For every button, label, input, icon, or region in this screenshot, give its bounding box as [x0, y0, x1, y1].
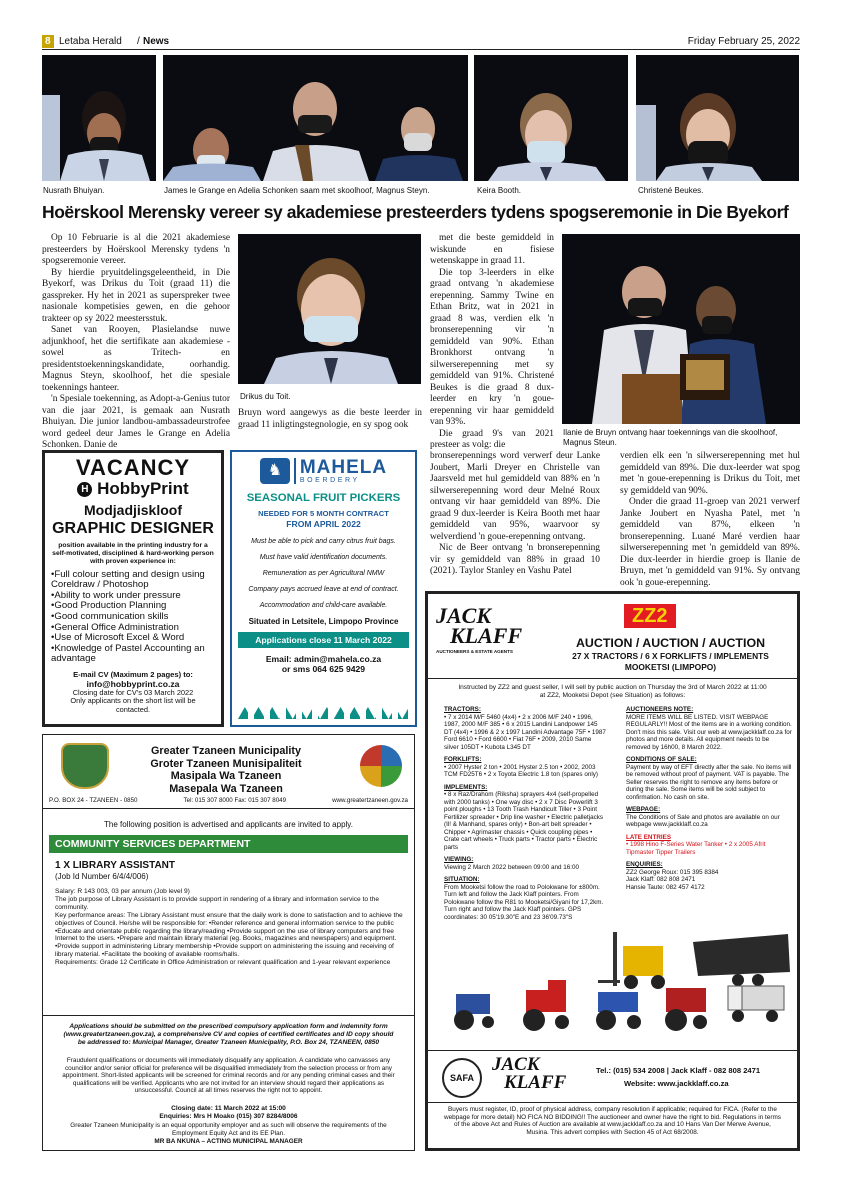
portrait-illustration — [238, 234, 421, 384]
right-info-column: AUCTIONEERS NOTE: MORE ITEMS WILL BE LISTED. VISIT WEBPAGE REGULARLY!! Most of the items are in a working condition. Don't miss this sale. Visit our web at www.jackklaff.co.za for photos and more details. All equipment needs to be removed by 16h00, 8 March 2022. CONDITIONS OF SALE: Payment by way of EFT directly after the sale. No items will be removed without proof of payment. VAT is payable. The Seller reserves the right to remove any items before or during the sale. Some items will be sold subject to confirmation. No cash on site. WEBPAGE: The Conditions of Sale and photos are available on our webpage www.jackklaff.co.za LATE ENTRIES • 1998 Hino F-Series Water Tanker • 2 x 2005 Afrit Tipmaster Tipper Trailers ENQUIRIES: ZZ2 George Roux: 015 395 8384 Jack Klaff: 082 808 2471 Hansie Taute: 082 457 4172 — [626, 706, 792, 891]
from-line: FROM APRIL 2022 — [286, 519, 361, 529]
jackklaff-logo-bottom: JACK KLAFF — [492, 1054, 567, 1093]
location-line: Situated in Letsitele, Limpopo Province — [248, 617, 399, 626]
article-col-4 — [620, 451, 800, 589]
municipal-crest-icon — [61, 743, 109, 789]
list-item: • Good Production Planning — [51, 601, 216, 612]
portrait-illustration — [42, 55, 156, 181]
truck-icon — [728, 986, 784, 1022]
photo-nusrath — [42, 55, 156, 181]
closing-date: Closing date: 11 March 2022 at 15:00 — [171, 1105, 286, 1112]
intro: position available in the printing industry for a self-motivated, disciplined & hard-working person with proven experience in: — [52, 542, 214, 566]
application-instructions: Applications should be submitted on the prescribed compulsory application form and indemnity form (www.greatertzaneen.gov.za), a comprehensive CV and copies of certified certificates and ID copy should be addressed to: Municipal Manager, Greater Tzaneen Municipality, P.O. Box 24, TZANEEN, 0850 — [63, 1023, 394, 1046]
tractor-icon — [523, 980, 569, 1031]
zz2-logo: ZZ2 — [624, 604, 676, 628]
photo-keira — [474, 55, 628, 181]
sms: or sms 064 625 9429 — [281, 664, 366, 674]
caption-nusrath: Nusrath Bhuiyan. — [43, 186, 105, 195]
email-line: E-mail CV (Maximum 2 pages) to: — [73, 669, 193, 679]
email[interactable]: Email: admin@mahela.co.za — [265, 654, 382, 664]
portrait-illustration — [474, 55, 628, 181]
jackklaff-auction-ad — [425, 591, 800, 1151]
tractor-icon — [454, 994, 494, 1030]
location: Modjadjiskloof — [84, 502, 182, 518]
list-item: • Good communication skills — [51, 612, 216, 623]
jackklaff-logo: JACK KLAFF AUCTIONEERS & ESTATE AGENTS — [436, 603, 523, 654]
article-headline: Hoërskool Merensky vereer sy akademiese presteerders tydens spogseremonie in Die Byekorf — [42, 202, 789, 222]
notes: Fraudulent qualifications or documents will immediately disqualify any application. A candidate who canvasses any councillor and/or senior official for preference will be disqualified immediately from the selection process or from any appointment. Short-listed applicants will be screened for criminal records and /or any pending criminal cases and their qualifications will be verified. Applicants who are not invited for an interview should regard their applications as unsuccessful. Council at all times reserves the right not to appoint. — [62, 1057, 395, 1095]
article-col-3 — [430, 233, 554, 452]
paragraph: Nic de Beer ontvang 'n bronserepenning vir sy gemiddeld van 88% in graad 10 (2021). Taylor Stanley en Vashu Patel — [430, 543, 600, 576]
auction-intro: Instructed by ZZ2 and guest seller, I will sell by public auction on Thursday the 3rd of March 2022 at 11:00 at ZZ2, Mooketsi Depot (see Situation) as follows: — [458, 684, 767, 699]
elephant-icon: ♞ — [260, 458, 290, 484]
paragraph: Sanet van Rooyen, Plasielandse nuwe adjunkhoof, het die sertifikate aan akademiese - sowel as Tritech- en presidentstoekenningskandidate, oorhandig. Magnus Steyn, skoolhoof, het die spesiale toekennings hanteer. — [42, 325, 230, 393]
list-item: • Knowledge of Pastel Accounting an advantage — [51, 644, 216, 665]
caption-christene: Christené Beukes. — [638, 186, 704, 195]
municipality-names: Greater Tzaneen Municipality Groter Tzaneen Munisipaliteit Masipala Wa Tzaneen Masepala Wa Tzaneen — [150, 745, 302, 795]
email[interactable]: info@hobbyprint.co.za — [86, 678, 180, 689]
paragraph: met die beste gemiddeld in wiskunde en fisiese wetenskappe in graad 11. — [430, 233, 554, 266]
paper-name: Letaba Herald — [59, 36, 122, 47]
caption-ilanie: Ilanie de Bruyn ontvang haar toekennings van die skoolhoof, Magnus Steun. — [563, 428, 778, 447]
municipal-logo-icon — [360, 745, 402, 787]
tractor-icon — [665, 988, 707, 1031]
issue-date: Friday February 25, 2022 — [687, 36, 800, 47]
caption-keira: Keira Booth. — [477, 186, 522, 195]
caption-james-adelia: James le Grange en Adelia Schonken saam met skoolhoof, Magnus Steyn. — [164, 186, 430, 195]
tzaneen-municipality-ad — [42, 734, 415, 1151]
forklift-icon — [598, 932, 665, 989]
paragraph: verdien elk een 'n silwerserepenning met hul gemiddeld van 89%. Die dux-leerder wat spog met 'n goue-erepenning is Drikus du Toit, met sy gemiddeld van 90%. — [620, 451, 800, 496]
photo-drikus — [238, 234, 421, 384]
list-item: • Full colour setting and design using Coreldraw / Photoshop — [51, 570, 216, 591]
safa-badge: SAFA — [442, 1058, 482, 1098]
page-number: 8 — [42, 35, 54, 48]
article-col-2-bottom: Bruyn word aangewys as die beste leerder in graad 11 inligtingstegnologie, en sy spog ook — [238, 408, 422, 430]
list-item: • Use of Microsoft Excel & Word — [51, 633, 216, 644]
pickers-headline: SEASONAL FRUIT PICKERS — [246, 492, 401, 504]
website[interactable]: Website: www.jackklaff.co.za — [624, 1079, 729, 1088]
job-title: 1 X LIBRARY ASSISTANT — [55, 860, 176, 871]
photo-christene — [636, 55, 799, 181]
telephone-line: Tel.: (015) 534 2008 | Jack Klaff - 082 808 2471 — [596, 1066, 761, 1075]
closing-date: Closing date for CV's 03 March 2022 — [72, 687, 194, 697]
intro: The following position is advertised and applicants are invited to apply. — [104, 820, 353, 829]
job-id: (Job Id Number 6/4/4/006) — [55, 872, 149, 881]
article-col-1 — [42, 233, 230, 452]
portrait-illustration — [636, 55, 799, 181]
close-banner: Applications close 11 March 2022 — [238, 632, 409, 648]
contract-line: NEEDED FOR 5 MONTH CONTRACT — [258, 509, 389, 518]
left-info-column: TRACTORS: • 7 x 2014 M/F 5460 (4x4) • 2 x 2006 M/F 240 • 1996, 1987, 2000 M/F 385 • 6 x 2015 Landini Landpower 145 DT (4x4) • 1996 & 2 x 1997 Landini Advantage 75F • 1987 Ford 6610 • Ford 6600 • Fiat 76F • 2009, 2010 Same silver 105DT • Kubota L345 DT FORKLIFTS: • 2007 Hyster 2 ton • 2001 Hyster 2.5 ton • 2002, 2003 TCM FD25T6 • 2 x Toyota Electric 1.8 ton (spares only) IMPLEMENTS: • 8 x Raz/Drahom (Riksha) sprayers 4x4 (self-propelled with 2000 tanks) • One way disc • 2 x 7 Disc Powerlift 3 point ploughs • 13 Tooth Trash Handicult Tiller • 3 Point Fertilizer spreader • Drip line washer • Electric palletjacks (Il! & Manhand, spares only) • Bon-art belt spreader • Chipper • Agrimaster chassis • Quick coupling pipes • Crate cart wheels • Truck parts • Tractor parts • Electric parts VIEWING: Viewing 2 March 2022 between 09:00 and 16:00 SITUATION: From Mooketsi follow the road to Polokwane for ±800m. Turn left and follow the Jack Klaff pointers. From Polokwane follow the R81 to Mooketsi/Giyani for 17,2km. Turn right and follow the Jack Klaff pointers. GPS coordinates: 30 05'19.30"E and 23 36'09.73"S — [444, 706, 606, 921]
hobbyprint-logo: H HobbyPrint — [45, 479, 221, 499]
job-details: Salary: R 143 003, 03 per annum (Job level 9) The job purpose of Library Assistant is to provide support in rendering of a library and information service to the community. Key performance areas: The Library Assistant must ensure that the daily work is done to satisfaction and to achieve the objectives of Council. He/she will be responsible for: •Render reference and general information service to the public •Educate and orientate public regarding the library/reading •Provide support on the use of library computers and free Internet to the users. •Prepare and maintain library material (eg. Books, magazines and newspapers) and equipment. •Provide support in administering Library membership •Provide support on administering the issuing and receiving of library material. •Facilitate the booking of available rooms/halls. Requirements: Grade 12 Certificate in Office Administration or relevant qualification and 1-year relevant experience — [55, 888, 403, 967]
trailer-icon — [693, 934, 790, 986]
decorative-leaves — [238, 707, 409, 719]
position-title: GRAPHIC DESIGNER — [52, 520, 214, 537]
contact-bar: P.O. BOX 24 - TZANEEN - 0850 Tel: 015 307 8000 Fax: 015 307 8049 www.greatertzaneen.gov.za — [49, 797, 408, 804]
skills-list — [51, 570, 216, 665]
award-illustration — [562, 234, 800, 424]
paragraph: By hierdie pryuitdelingsgeleentheid, in Die Byekorf, was Drikus du Toit (graad 11) die gasspreker. Hy het in 2021 as superspreker twee nasionale kompetisies gewen, en die gehoor trakteer op sy 2022 meestersstuk. — [42, 267, 230, 324]
photo-james-adelia-steyn — [163, 55, 468, 181]
enquiries: Enquiries: Mrs H Moako (015) 307 8284/8006 — [159, 1113, 298, 1120]
paragraph: Op 10 Februarie is al die 2021 akademiese presteerders by Hoërskool Merensky tydens 'n spogseremonie vereer. — [42, 233, 230, 266]
auction-place: MOOKETSI (LIMPOPO) — [624, 662, 717, 672]
tractor-icon — [596, 992, 641, 1030]
paragraph: Die graad 9's van 2021 presteer as volg: die — [430, 428, 554, 450]
section-name: News — [143, 36, 170, 47]
list-item: • General Office Administration — [51, 623, 216, 634]
auction-subtitle: 27 X TRACTORS / 6 X FORKLIFTS / IMPLEMENTS — [572, 651, 769, 661]
requirements: Must be able to pick and carry citrus fruit bags. Must have valid identification documents. Remuneration as per Agricultural NMW Company pays accrued leave at end of contract. Accommodation and child-care available. — [248, 538, 399, 609]
mahela-pickers-ad — [230, 450, 417, 727]
equipment-illustration — [438, 924, 793, 1050]
hobbyprint-vacancy-ad — [42, 450, 224, 727]
auction-title: AUCTION / AUCTION / AUCTION — [575, 636, 766, 650]
paragraph: Onder die graad 11-groep van 2021 verwerf Janke Joubert en Nyasha Patel, met 'n gemiddeld van 87%, elkeen 'n bronserepenning. Luané Maré verdien haar silwerserepenning met 'n gemiddeld van 89%. Die dux-leerder in hierdie groep is Ilanie de Bruyn, met 'n gemiddeld van 91%. Sy ontvang ook 'n goue-erepenning. — [620, 497, 800, 588]
group-illustration — [163, 55, 468, 181]
paragraph: 'n Spesiale toekenning, as Adopt-a-Genius tutor van die jaar 2021, is gemaak aan Nusrath Bhuiyan. Die junior landbou-ambassadeurstrofee word gedeel deur James le Grange en Adelia Schonken. Danie de — [42, 394, 230, 450]
logo-mark-icon: H — [77, 482, 92, 497]
header-rule — [42, 49, 800, 50]
paragraph: Die top 3-leerders in elke graad ontvang 'n akademiese erepenning. Sammy Twine en Ethan Britz, wat in 2021 in graad 8 was, verdien elk 'n bronserepenning vir 'n gemiddeld van 90%. Ethan Bronkhorst ontvang 'n silwerserepenning met sy gemiddeld van 91%. Christené Beukes is die graad 8 dux-leerder en kry 'n goue-erepenning vir haar gemiddeld van 93%. — [430, 267, 554, 427]
photo-ilanie — [562, 234, 800, 424]
list-item: • Ability to work under pressure — [51, 591, 216, 602]
caption-drikus: Drikus du Toit. — [240, 392, 291, 401]
manager-signoff: MR BA NKUNA – ACTING MUNICIPAL MANAGER — [154, 1138, 303, 1145]
equipment-images — [438, 924, 793, 1050]
equity-note: Greater Tzaneen Municipality is an equal opportunity employer and as such will observe the requirements of the Employment Equity Act and its EE Plan. — [70, 1122, 387, 1137]
paragraph: bronserepennings word verwerf deur Lanke Joubert, Marli Dreyer en Christelle van Jaarsveld met hul gemiddeld van 88% en 'n silwerserepenning word deur Melné Roux ontvang vir haar gemiddeld van 89%. Die graad 9 dux-leerder is Keira Booth met haar gemiddeld van 95%, waarvoor sy welverdiend 'n goue-erepenning ontvang. — [430, 451, 600, 542]
vacancy-title: VACANCY — [75, 455, 191, 480]
fica-footer: Buyers must register, ID, proof of physical address, company resolution if applicable; required for FICA. (Refer to the webpage for more detail) NO FICA NO BIDDING!! The auctioneer and owner have the right to bid. Regulations in terms of the above Act and Rules of Auction are available at www.jackklaff.co.za and 10 Hans Van Der Merwe Avenue, Musina. This advert complies with Section 45 of Act 68/2008. — [444, 1106, 781, 1136]
mahela-logo: ♞ MAHELA BOERDERY — [232, 458, 415, 484]
department-banner: COMMUNITY SERVICES DEPARTMENT — [49, 835, 408, 853]
article-col-23-text — [430, 451, 600, 578]
shortlist-note: Only applicants on the short list will be contacted. — [70, 696, 196, 714]
page-header: 8 Letaba Herald / News Friday February 25, 2022 — [42, 35, 800, 49]
